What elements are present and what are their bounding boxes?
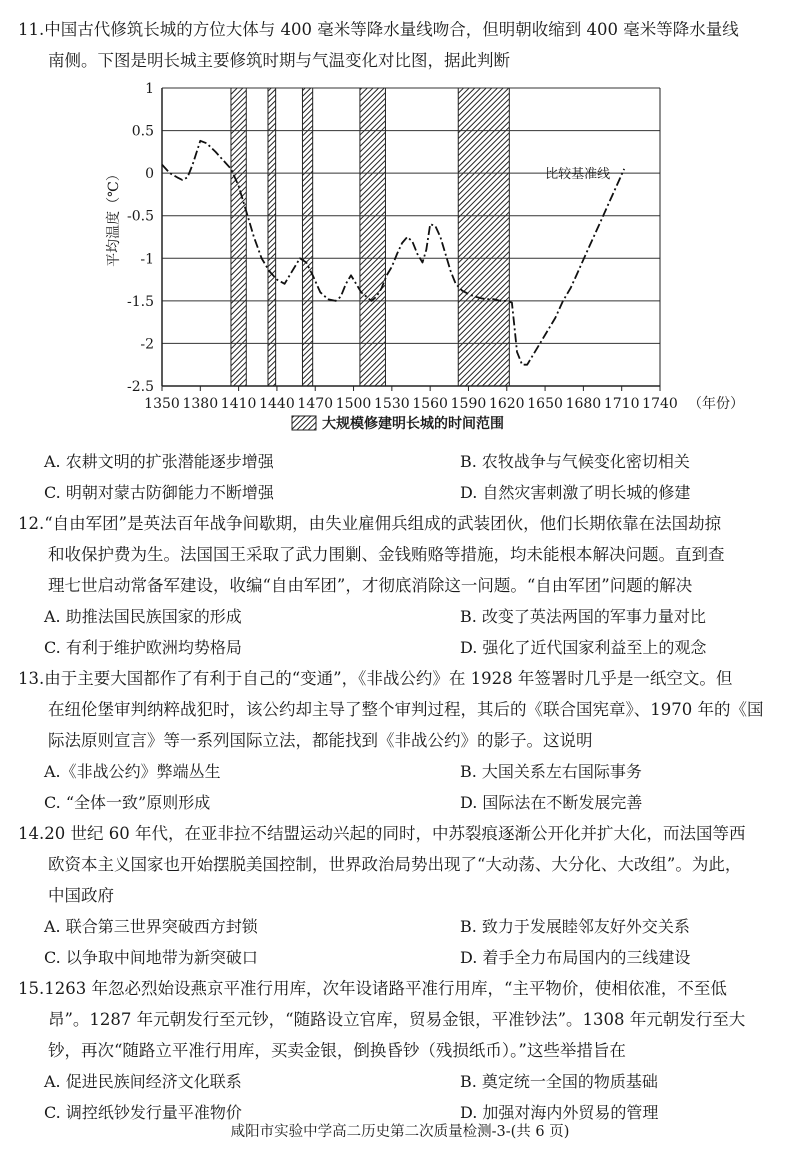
y-tick-label: -1.5	[127, 293, 154, 310]
question-11	[18, 14, 788, 76]
y-tick-label: 0.5	[131, 123, 154, 140]
x-tick-label: 1710	[603, 396, 640, 412]
question-11-option-b[interactable]: B. 农牧战争与气候变化密切相关	[460, 452, 690, 471]
shaded-range-4	[360, 88, 386, 386]
question-11-options-row-2	[44, 477, 784, 508]
question-11-line-1: 11.中国古代修筑长城的方位大体与 400 毫米等降水量线吻合，但明朝收缩到 400 毫米等降水量线	[18, 20, 739, 39]
x-tick-label: 1470	[297, 396, 334, 412]
question-13-option-c[interactable]: C. “全体一致”原则形成	[44, 793, 211, 812]
question-13-options-row-2	[44, 787, 784, 818]
y-tick-label: -2	[140, 336, 154, 353]
question-13-number: 13.	[18, 669, 45, 688]
shaded-range-5	[458, 88, 509, 386]
question-14: 14.20 世纪 60 年代，在亚非拉不结盟运动兴起的同时，中苏裂痕逐渐公开化并扩大化，而法国等西 欧资本主义国家也开始摆脱美国控制，世界政治局势出现了“大动荡、大分化、大改组”。为此， 中国政府	[18, 824, 746, 905]
question-14-option-b[interactable]: B. 致力于发展睦邻友好外交关系	[460, 917, 690, 936]
question-15-option-a[interactable]: A. 促进民族间经济文化联系	[44, 1072, 242, 1091]
shaded-range-1	[231, 88, 246, 386]
question-14-option-d[interactable]: D. 着手全力布局国内的三线建设	[460, 948, 691, 967]
question-12-options-row-2	[44, 632, 784, 663]
shaded-range-2	[268, 88, 276, 386]
question-11-number: 11.	[18, 20, 45, 39]
y-tick-label: -0.5	[127, 208, 154, 225]
question-15-options-row-1	[44, 1066, 784, 1097]
x-tick-label: 1500	[335, 396, 372, 412]
question-11-option-c[interactable]: C. 明朝对蒙古防御能力不断增强	[44, 483, 274, 502]
x-tick-label: 1680	[565, 396, 602, 412]
question-11-line-2: 南侧。下图是明长城主要修筑时期与气温变化对比图，据此判断	[48, 51, 510, 70]
y-tick-label: -1	[140, 251, 154, 268]
question-13-option-b[interactable]: B. 大国关系左右国际事务	[460, 762, 642, 781]
y-tick-label: 1	[145, 81, 154, 97]
x-tick-label: 1530	[374, 396, 410, 412]
baseline-annotation: 比较基准线	[545, 167, 611, 183]
question-12-number: 12.	[18, 514, 45, 533]
question-11-options-row-1	[44, 446, 784, 477]
x-tick-label: 1410	[220, 396, 257, 412]
question-11-option-a[interactable]: A. 农耕文明的扩张潜能逐步增强	[44, 452, 274, 471]
question-13: 13.由于主要大国都作了有利于自己的“变通”，《非战公约》在 1928 年签署时几乎是一纸空文。但 在纽伦堡审判纳粹战犯时，该公约却主导了整个审判过程，其后的《联合国宪章》、1970 年的《国 际法原则宣言》等一系列国际立法，都能找到《非战公约》的影子。这说明	[18, 669, 764, 750]
question-11-option-d[interactable]: D. 自然灾害刺激了明长城的修建	[460, 483, 691, 502]
question-14-option-c[interactable]: C. 以争取中间地带为新突破口	[44, 948, 258, 967]
question-14-options-row-2	[44, 942, 784, 973]
question-13-option-a[interactable]: A.《非战公约》弊端丛生	[44, 762, 221, 781]
y-axis-label: 平均温度（℃）	[106, 167, 122, 267]
question-14-options-row-1	[44, 911, 784, 942]
question-15-option-b[interactable]: B. 奠定统一全国的物质基础	[460, 1072, 658, 1091]
x-tick-label: 1440	[259, 396, 295, 412]
page-footer: 咸阳市实验中学高二历史第二次质量检测-3-(共 6 页)	[230, 1124, 570, 1140]
x-axis-label: （年份）	[688, 396, 744, 412]
question-15-option-d[interactable]: D. 加强对海内外贸易的管理	[460, 1103, 659, 1122]
x-tick-label: 1650	[527, 396, 563, 412]
question-13-options-row-1	[44, 756, 784, 787]
x-tick-label: 1740	[642, 396, 678, 412]
question-13-option-d[interactable]: D. 国际法在不断发展完善	[460, 793, 643, 812]
y-tick-label: -2.5	[127, 379, 154, 395]
shaded-range-3	[302, 88, 312, 386]
question-12-option-a[interactable]: A. 助推法国民族国家的形成	[44, 607, 242, 626]
question-14-number: 14.	[18, 824, 45, 843]
x-tick-label: 1590	[450, 396, 487, 412]
question-15-option-c[interactable]: C. 调控纸钞发行量平准物价	[44, 1103, 242, 1122]
question-12: 12.“自由军团”是英法百年战争间歇期，由失业雇佣兵组成的武装团伙，他们长期依靠在法国劫掠 和收保护费为生。法国国王采取了武力围剿、金钱贿赂等措施，均未能根本解决问题。直到查 理七世启动常备军建设，收编“自由军团”，才彻底消除这一问题。“自由军团”问题的解决	[18, 514, 725, 595]
question-12-option-d[interactable]: D. 强化了近代国家利益至上的观念	[460, 638, 707, 657]
x-tick-label: 1350	[144, 396, 180, 412]
x-tick-label: 1620	[488, 396, 525, 412]
temperature-chart	[0, 70, 800, 450]
question-15: 15.1263 年忽必烈始设燕京平准行用库，次年设诸路平准行用库，“主平物价，使相依准，不至低 昂”。1287 年元朝发行至元钞，“随路设立官库，贸易金银，平准钞法”。1308 年元朝发行至大 钞，再次“随路立平准行用库，买卖金银，倒换昏钞（残损纸币）。”这些举措旨在	[18, 979, 746, 1060]
question-15-number: 15.	[18, 979, 45, 998]
question-14-option-a[interactable]: A. 联合第三世界突破西方封锁	[44, 917, 258, 936]
question-12-options-row-1	[44, 601, 784, 632]
y-tick-label: 0	[145, 166, 154, 183]
legend-swatch	[292, 416, 316, 430]
x-tick-label: 1380	[182, 396, 219, 412]
legend-label: 大规模修建明长城的时间范围	[322, 416, 504, 432]
question-12-option-b[interactable]: B. 改变了英法两国的军事力量对比	[460, 607, 706, 626]
question-12-option-c[interactable]: C. 有利于维护欧洲均势格局	[44, 638, 242, 657]
x-tick-label: 1560	[412, 396, 448, 412]
